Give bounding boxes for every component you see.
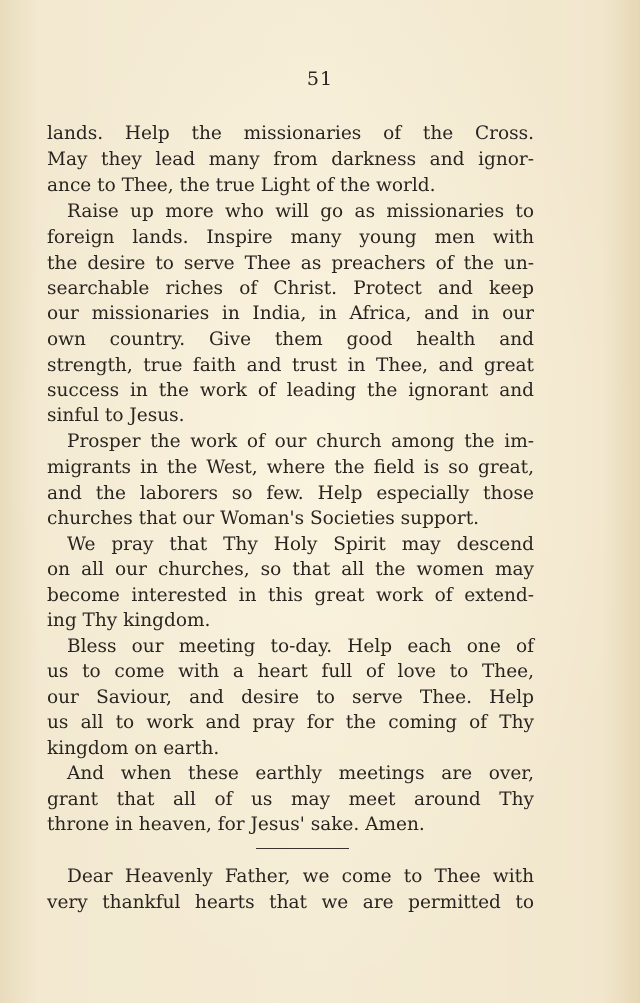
- text-line: Prosper the work of our church among the im-: [67, 431, 534, 452]
- text-line: searchable riches of Christ. Protect and keep: [47, 278, 534, 299]
- text-line: very thankful hearts that we are permitted to: [47, 892, 534, 913]
- text-line: migrants in the West, where the field is so great,: [47, 457, 534, 478]
- text-line: kingdom on earth.: [47, 738, 220, 759]
- section-divider: [256, 848, 349, 849]
- text-line: ance to Thee, the true Light of the world.: [47, 175, 436, 196]
- text-line: own country. Give them good health and: [47, 329, 534, 350]
- text-line: lands. Help the missionaries of the Cross.: [47, 123, 534, 144]
- text-line: us all to work and pray for the coming of Thy: [47, 712, 534, 733]
- text-line: our Saviour, and desire to serve Thee. Help: [47, 687, 534, 708]
- text-line: throne in heaven, for Jesus' sake. Amen.: [47, 814, 425, 835]
- text-line: on all our churches, so that all the women may: [47, 559, 534, 580]
- text-line: and the laborers so few. Help especially those: [47, 483, 534, 504]
- text-line: Raise up more who will go as missionaries to: [67, 201, 534, 222]
- text-line: ing Thy kingdom.: [47, 610, 211, 631]
- text-line: success in the work of leading the ignorant and: [47, 380, 534, 401]
- text-line: become interested in this great work of extend-: [47, 585, 534, 606]
- text-line: our missionaries in India, in Africa, and in our: [47, 303, 534, 324]
- text-line: Dear Heavenly Father, we come to Thee with: [67, 866, 534, 887]
- text-line: And when these earthly meetings are over,: [67, 763, 534, 784]
- text-line: May they lead many from darkness and ignor-: [47, 149, 534, 170]
- text-line: strength, true faith and trust in Thee, and great: [47, 355, 534, 376]
- text-line: We pray that Thy Holy Spirit may descend: [67, 534, 534, 555]
- text-line: foreign lands. Inspire many young men with: [47, 227, 534, 248]
- text-line: Bless our meeting to-day. Help each one of: [67, 636, 534, 657]
- page-number: 51: [306, 68, 334, 90]
- text-line: sinful to Jesus.: [47, 405, 185, 426]
- text-line: churches that our Woman's Societies support.: [47, 508, 480, 529]
- text-line: us to come with a heart full of love to Thee,: [47, 661, 534, 682]
- text-line: grant that all of us may meet around Thy: [47, 789, 534, 810]
- text-line: the desire to serve Thee as preachers of the un-: [47, 253, 534, 274]
